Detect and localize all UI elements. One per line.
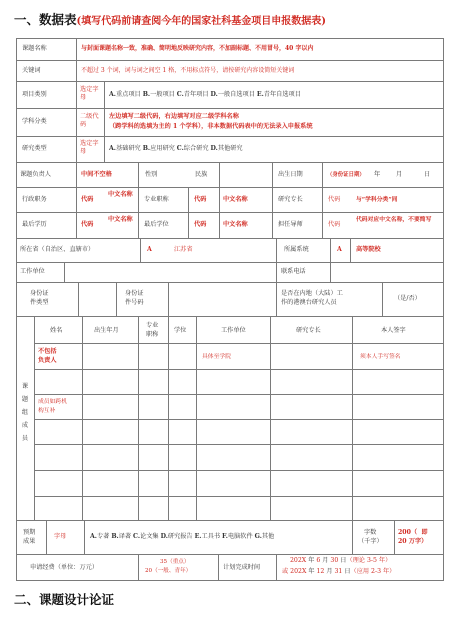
id-type-label-1: 身份证 (30, 290, 49, 297)
outcome-code-field[interactable]: 字母 (54, 533, 67, 540)
birth-year-unit: 年 (374, 171, 381, 178)
birth-date-label: 出生日期 (278, 171, 303, 178)
tutor-code-field[interactable]: 代码 (328, 221, 341, 228)
discipline-code-field[interactable]: 二级代码 (80, 113, 99, 128)
topic-field[interactable]: 与封面课题名称一致，准确、简明地反映研究内容，不加副标题、不用冒号，40 字以内 (81, 45, 314, 52)
keywords-field[interactable]: 不超过 3 个词，词与词之间空 1 格，不用标点符号，请按研究内容设简短关键词 (81, 67, 295, 74)
member-note-2b: 构互补 (38, 408, 56, 414)
specialty-name-field[interactable]: 与“学科分类”同 (356, 197, 398, 203)
tutor-label: 担任导师 (278, 221, 303, 228)
member-header-sign: 本人签字 (381, 327, 406, 334)
specialty-label: 研究专长 (278, 196, 303, 203)
leader-label: 课题负责人 (20, 171, 51, 178)
id-type-field[interactable] (80, 284, 114, 314)
funding-amount-2[interactable]: 20（一般、青年） (145, 568, 192, 574)
admin-post-name-field[interactable]: 中文名称 (108, 191, 133, 198)
word-count-field-1[interactable]: 200（ 即 (398, 529, 428, 536)
member-header-name: 姓名 (50, 327, 63, 334)
admin-post-code-field[interactable]: 代码 (81, 196, 94, 203)
research-type-options: A.基础研究 B.应用研究 C.综合研究 D.其他研究 (109, 145, 243, 152)
phone-field[interactable] (332, 264, 442, 280)
member-header-birth: 出生年月 (94, 327, 119, 334)
hk-label-2: 作的港澳台研究人员 (281, 299, 337, 306)
professional-title-code-field[interactable]: 代码 (194, 196, 207, 203)
member-note-1a: 不包括 (38, 348, 57, 355)
professional-title-label: 专业职称 (144, 196, 169, 203)
funding-amount-1[interactable]: 35（重点） (160, 559, 190, 565)
birth-month-unit: 月 (396, 171, 403, 178)
member-header-spec: 研究专长 (296, 327, 321, 334)
leader-name-field[interactable]: 中间不空格 (81, 171, 112, 178)
outcome-label-2: 成果 (23, 538, 36, 545)
degree-code-field[interactable]: 代码 (194, 221, 207, 228)
outcome-options: A.专著 B.译著 C.论文集 D.研究报告 E.工具书 F.电脑软件 G.其他 (90, 533, 275, 540)
region-code-field[interactable]: A (147, 246, 152, 253)
tutor-name-field[interactable]: 代码对应中文名称，不要简写 (356, 217, 432, 223)
outcome-label-1: 预期 (23, 529, 36, 536)
section2-title: 二、课题设计论证 (14, 592, 115, 607)
member-sign-note: 须本人手写签名 (360, 354, 401, 360)
ethnicity-label: 民族 (195, 171, 208, 178)
work-unit-label: 工作单位 (20, 268, 45, 275)
member-note-1b: 负责人 (38, 357, 57, 364)
section1-title: 一、数据表 (14, 12, 77, 27)
member-header-title-1: 专业 (146, 322, 159, 329)
system-name-field[interactable]: 高等院校 (356, 246, 381, 253)
degree-label: 最后学位 (144, 221, 169, 228)
word-count-label-1: 字数 (364, 529, 377, 536)
discipline-note-1: 左边填写二级代码，右边填写对应二级学科名称 (109, 113, 239, 120)
member-unit-note: 具体至学院 (202, 354, 231, 360)
member-header-degree: 学位 (174, 327, 187, 334)
admin-post-label: 行政职务 (22, 196, 47, 203)
gender-label: 性别 (145, 171, 158, 178)
birth-day-unit: 日 (424, 171, 431, 178)
member-header-unit: 工作单位 (221, 327, 246, 334)
phone-label: 联系电话 (281, 268, 306, 275)
research-type-code-field[interactable]: 选定字母 (80, 140, 99, 155)
plan-line-2[interactable]: 或 202X 年 12 月 31 日（应用 2-3 年） (282, 568, 396, 575)
id-number-field[interactable] (170, 284, 274, 314)
member-note-2a: 成员如跨机 (38, 399, 67, 405)
section1-note: (填写代码前请查阅今年的国家社科基金项目申报数据表) (76, 16, 326, 27)
hk-field[interactable]: （是/否） (394, 295, 421, 302)
education-name-field[interactable]: 中文名称 (108, 216, 133, 223)
word-count-label-2: （千字） (358, 538, 383, 545)
topic-label: 课题名称 (22, 45, 47, 52)
region-name-field[interactable]: 江苏省 (174, 246, 193, 253)
category-options: A.重点项目 B.一般项目 C.青年项目 D.一般自选项目 E.青年自选项目 (109, 91, 301, 98)
discipline-note-2: （跨学科的选填为主的 1 个学科），非本数据代码表中的无法录入申报系统 (109, 123, 313, 130)
keywords-label: 关键词 (22, 67, 41, 74)
discipline-label: 学科分类 (22, 118, 47, 125)
funding-label: 申请经费（单位：万元） (30, 564, 99, 571)
specialty-code-field[interactable]: 代码 (328, 196, 341, 203)
id-number-label-2: 件号码 (125, 299, 144, 306)
members-side-label: 课 题 组 成 员 (21, 383, 29, 442)
birth-date-field[interactable]: （身份证日期） (327, 172, 365, 178)
region-label: 所在省（自治区、直辖市） (20, 246, 95, 253)
professional-title-name-field[interactable]: 中文名称 (223, 196, 248, 203)
system-label: 所属系统 (284, 246, 309, 253)
word-count-field-2[interactable]: 20 万字） (398, 538, 428, 545)
member-header-title-2: 职称 (146, 331, 159, 338)
id-number-label-1: 身份证 (125, 290, 144, 297)
education-code-field[interactable]: 代码 (81, 221, 94, 228)
system-code-field[interactable]: A (337, 246, 342, 253)
plan-label: 计划完成时间 (223, 564, 261, 571)
category-label: 项目类别 (22, 91, 47, 98)
id-type-label-2: 件类型 (30, 299, 49, 306)
degree-name-field[interactable]: 中文名称 (223, 221, 248, 228)
research-type-label: 研究类型 (22, 145, 47, 152)
plan-line-1[interactable]: 202X 年 6 月 30 日（理论 3-5 年） (290, 557, 392, 564)
work-unit-field[interactable] (66, 264, 274, 280)
hk-label-1: 是否在内地（大陆）工 (281, 290, 343, 297)
category-code-field[interactable]: 选定字母 (80, 86, 99, 101)
education-label: 最后学历 (22, 221, 47, 228)
